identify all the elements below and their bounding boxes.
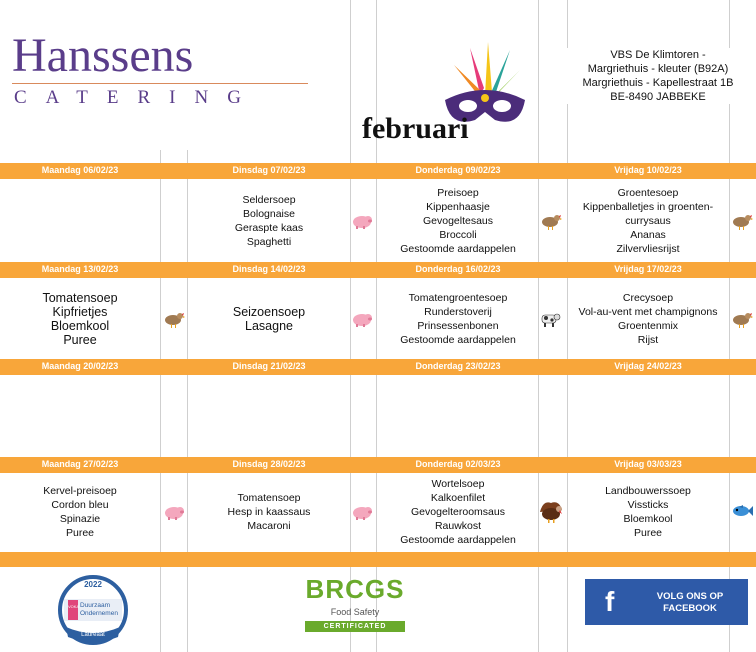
- brcgs-line: Food Safety: [330, 607, 380, 617]
- menu-item: currysaus: [625, 214, 671, 227]
- menu-item: Spinazie: [59, 512, 101, 525]
- menu-item: Vol-au-vent met champignons: [578, 306, 718, 318]
- menu-cell: [2, 484, 158, 540]
- menu-item: Puree: [633, 526, 663, 539]
- menu-item: Vissticks: [627, 498, 669, 511]
- school-line: BE-8490 JABBEKE: [610, 91, 706, 103]
- pig-icon: [351, 212, 373, 230]
- chicken-icon: [540, 212, 562, 230]
- pig-icon: [163, 503, 185, 521]
- menu-item: Gevogeltesaus: [422, 214, 494, 227]
- day-header: Maandag 06/02/23: [41, 165, 119, 175]
- menu-item: Kippenballetjes in groenten-: [582, 200, 714, 213]
- badge-text: Duurzaam Ondernemen: [80, 602, 118, 617]
- facebook-label-2: FACEBOOK: [663, 603, 717, 614]
- menu-item: Macaroni: [247, 519, 291, 532]
- menu-item: Gevogelteroomsaus: [411, 505, 505, 518]
- menu-cell: [378, 291, 538, 347]
- menu-item: Crecysoep: [622, 292, 674, 304]
- facebook-follow-button[interactable]: [585, 579, 748, 625]
- brand-subtitle: CATERING: [14, 87, 260, 108]
- menu-cell: [189, 491, 349, 533]
- week-header-bar: [0, 163, 756, 179]
- footer-bar: [0, 552, 756, 567]
- menu-item: Bloemkool: [623, 512, 673, 525]
- menu-item: Gestoomde aardappelen: [400, 334, 516, 346]
- menu-item: Puree: [65, 526, 95, 539]
- menu-item: Landbouwerssoep: [605, 484, 691, 497]
- menu-item: Bolognaise: [243, 207, 295, 220]
- menu-item: Seizoensoep: [232, 305, 306, 319]
- badge-ribbon: Laureaat: [81, 632, 105, 638]
- day-header: Vrijdag 24/02/23: [614, 361, 682, 371]
- day-header: Dinsdag 07/02/23: [232, 165, 306, 175]
- week-header-bar: [0, 457, 756, 473]
- menu-item: Groentesoep: [617, 186, 679, 199]
- menu-item: Lasagne: [245, 319, 293, 333]
- day-header: Vrijdag 03/03/23: [614, 459, 682, 469]
- menu-item: Hesp in kaassaus: [227, 505, 311, 518]
- menu-cell: [568, 186, 728, 256]
- badge-year: 2022: [84, 580, 102, 589]
- brcgs-ribbon: CERTIFICATED: [305, 621, 405, 632]
- menu-item: Broccoli: [439, 228, 477, 241]
- menu-item: Kalkoenfilet: [430, 491, 486, 504]
- menu-cell: [378, 186, 538, 256]
- chicken-icon: [731, 310, 753, 328]
- day-header: Dinsdag 21/02/23: [232, 361, 306, 371]
- week-header-bar: [0, 359, 756, 375]
- week-header-bar: [0, 262, 756, 278]
- menu-item: Tomatensoep: [237, 491, 301, 504]
- menu-item: Rijst: [637, 334, 659, 346]
- menu-item: Zilvervliesrijst: [616, 242, 680, 255]
- brand-divider: [12, 83, 308, 84]
- menu-item: Cordon bleu: [51, 498, 109, 511]
- pig-icon: [351, 310, 373, 328]
- day-header: Dinsdag 14/02/23: [232, 264, 306, 274]
- school-line: Margriethuis - Kapellestraat 1B: [582, 77, 734, 89]
- brand-name: Hanssens: [12, 29, 194, 82]
- day-header: Maandag 27/02/23: [41, 459, 119, 469]
- menu-cell: [189, 305, 349, 333]
- menu-cell: [568, 484, 728, 540]
- school-line: VBS De Klimtoren -: [610, 49, 706, 61]
- menu-item: Preisoep: [437, 186, 479, 199]
- menu-item: Spaghetti: [246, 235, 292, 248]
- menu-item: Prinsessenbonen: [417, 320, 499, 332]
- day-header: Donderdag 23/02/23: [415, 361, 501, 371]
- menu-item: Bloemkool: [50, 319, 110, 333]
- duurzaam-badge: [58, 575, 128, 645]
- menu-cell: [378, 477, 538, 547]
- menu-cell: [568, 291, 728, 347]
- brand-logo: [0, 0, 340, 150]
- school-line: Margriethuis - kleuter (B92A): [587, 63, 729, 75]
- menu-item: Rauwkost: [434, 519, 482, 532]
- day-header: Maandag 20/02/23: [41, 361, 119, 371]
- menu-item: Ananas: [630, 228, 666, 241]
- menu-item: Tomatensoep: [42, 291, 118, 305]
- day-header: Donderdag 02/03/23: [415, 459, 501, 469]
- chicken-icon: [163, 310, 185, 328]
- menu-item: Groentenmix: [617, 320, 679, 332]
- brcgs-wordmark: BRCGS: [305, 574, 405, 604]
- pig-icon: [351, 503, 373, 521]
- fish-icon: [731, 503, 753, 521]
- menu-item: Runderstoverij: [424, 306, 492, 318]
- day-header: Vrijdag 10/02/23: [614, 165, 682, 175]
- facebook-label-1: VOLG ONS OP: [656, 591, 724, 602]
- menu-item: Kippenhaasje: [426, 200, 490, 213]
- menu-item: Wortelsoep: [431, 477, 485, 490]
- cow-icon: [540, 310, 562, 328]
- brcgs-logo: [305, 574, 405, 634]
- menu-item: Gestoomde aardappelen: [400, 533, 516, 546]
- menu-item: Seldersoep: [242, 193, 296, 206]
- menu-cell: [2, 291, 158, 347]
- menu-item: Gestoomde aardappelen: [400, 242, 516, 255]
- day-header: Donderdag 16/02/23: [415, 264, 501, 274]
- menu-item: Puree: [63, 333, 97, 347]
- turkey-icon: [537, 500, 567, 524]
- school-address: [560, 48, 756, 104]
- facebook-icon: f: [605, 586, 615, 617]
- day-header: Vrijdag 17/02/23: [614, 264, 682, 274]
- menu-item: Kipfrietjes: [52, 305, 108, 319]
- menu-item: Tomatengroentesoep: [408, 292, 508, 304]
- day-header: Maandag 13/02/23: [41, 264, 119, 274]
- menu-item: Geraspte kaas: [234, 221, 304, 234]
- chicken-icon: [731, 212, 753, 230]
- day-header: Dinsdag 28/02/23: [232, 459, 306, 469]
- day-header: Donderdag 09/02/23: [415, 165, 501, 175]
- badge-small: VOKA: [68, 604, 80, 609]
- month-title: februari: [362, 112, 469, 145]
- menu-cell: [189, 193, 349, 249]
- menu-item: Kervel-preisoep: [43, 484, 117, 497]
